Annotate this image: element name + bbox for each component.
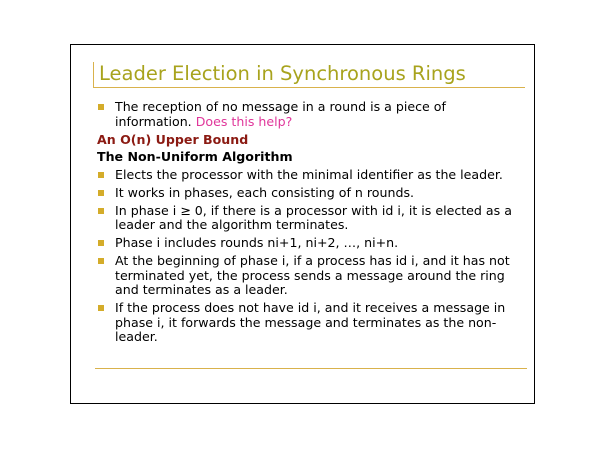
slide — [70, 44, 535, 404]
bullet-text: It works in phases, each consisting of n rounds. — [115, 184, 415, 200]
slide-title: Leader Election in Synchronous Rings — [99, 62, 466, 85]
bullet-text: Elects the processor with the minimal identifier as the leader. — [115, 166, 503, 182]
bullet-item — [97, 254, 522, 298]
bullet-text: At the beginning of phase i, if a process has id i, and it has not terminated yet, the process sends a message around the ring and terminates as a leader. — [115, 253, 510, 297]
square-bullet-icon — [98, 240, 104, 246]
bullet-text: In phase i ≥ 0, if there is a processor with id i, it is elected as a leader and the algorithm terminates. — [115, 202, 512, 232]
square-bullet-icon — [98, 172, 104, 178]
bullet-item — [97, 168, 522, 183]
square-bullet-icon — [98, 104, 104, 110]
bullet-item — [97, 204, 522, 233]
subsection-heading: The Non-Uniform Algorithm — [97, 149, 293, 164]
intro-bullet — [97, 100, 522, 129]
bullet-item — [97, 186, 522, 201]
footer-rule — [95, 368, 527, 369]
bullet-item — [97, 301, 522, 345]
bullet-text: If the process does not have id i, and it receives a message in phase i, it forwards the message and terminates as the non-leader. — [115, 300, 506, 344]
title-accent-vertical-rule — [93, 62, 94, 88]
section-heading: An O(n) Upper Bound — [97, 131, 249, 147]
bullet-text: Phase i includes rounds ni+1, ni+2, …, ni+n. — [115, 235, 399, 250]
title-underline-rule — [93, 87, 525, 88]
square-bullet-icon — [98, 208, 104, 214]
slide-content — [97, 100, 522, 348]
intro-bullet-highlight: Does this help? — [195, 113, 293, 129]
intro-bullet-text: The reception of no message in a round is a piece of information. — [115, 99, 446, 129]
bullet-item — [97, 236, 522, 251]
square-bullet-icon — [98, 258, 104, 264]
square-bullet-icon — [98, 190, 104, 196]
square-bullet-icon — [98, 305, 104, 311]
